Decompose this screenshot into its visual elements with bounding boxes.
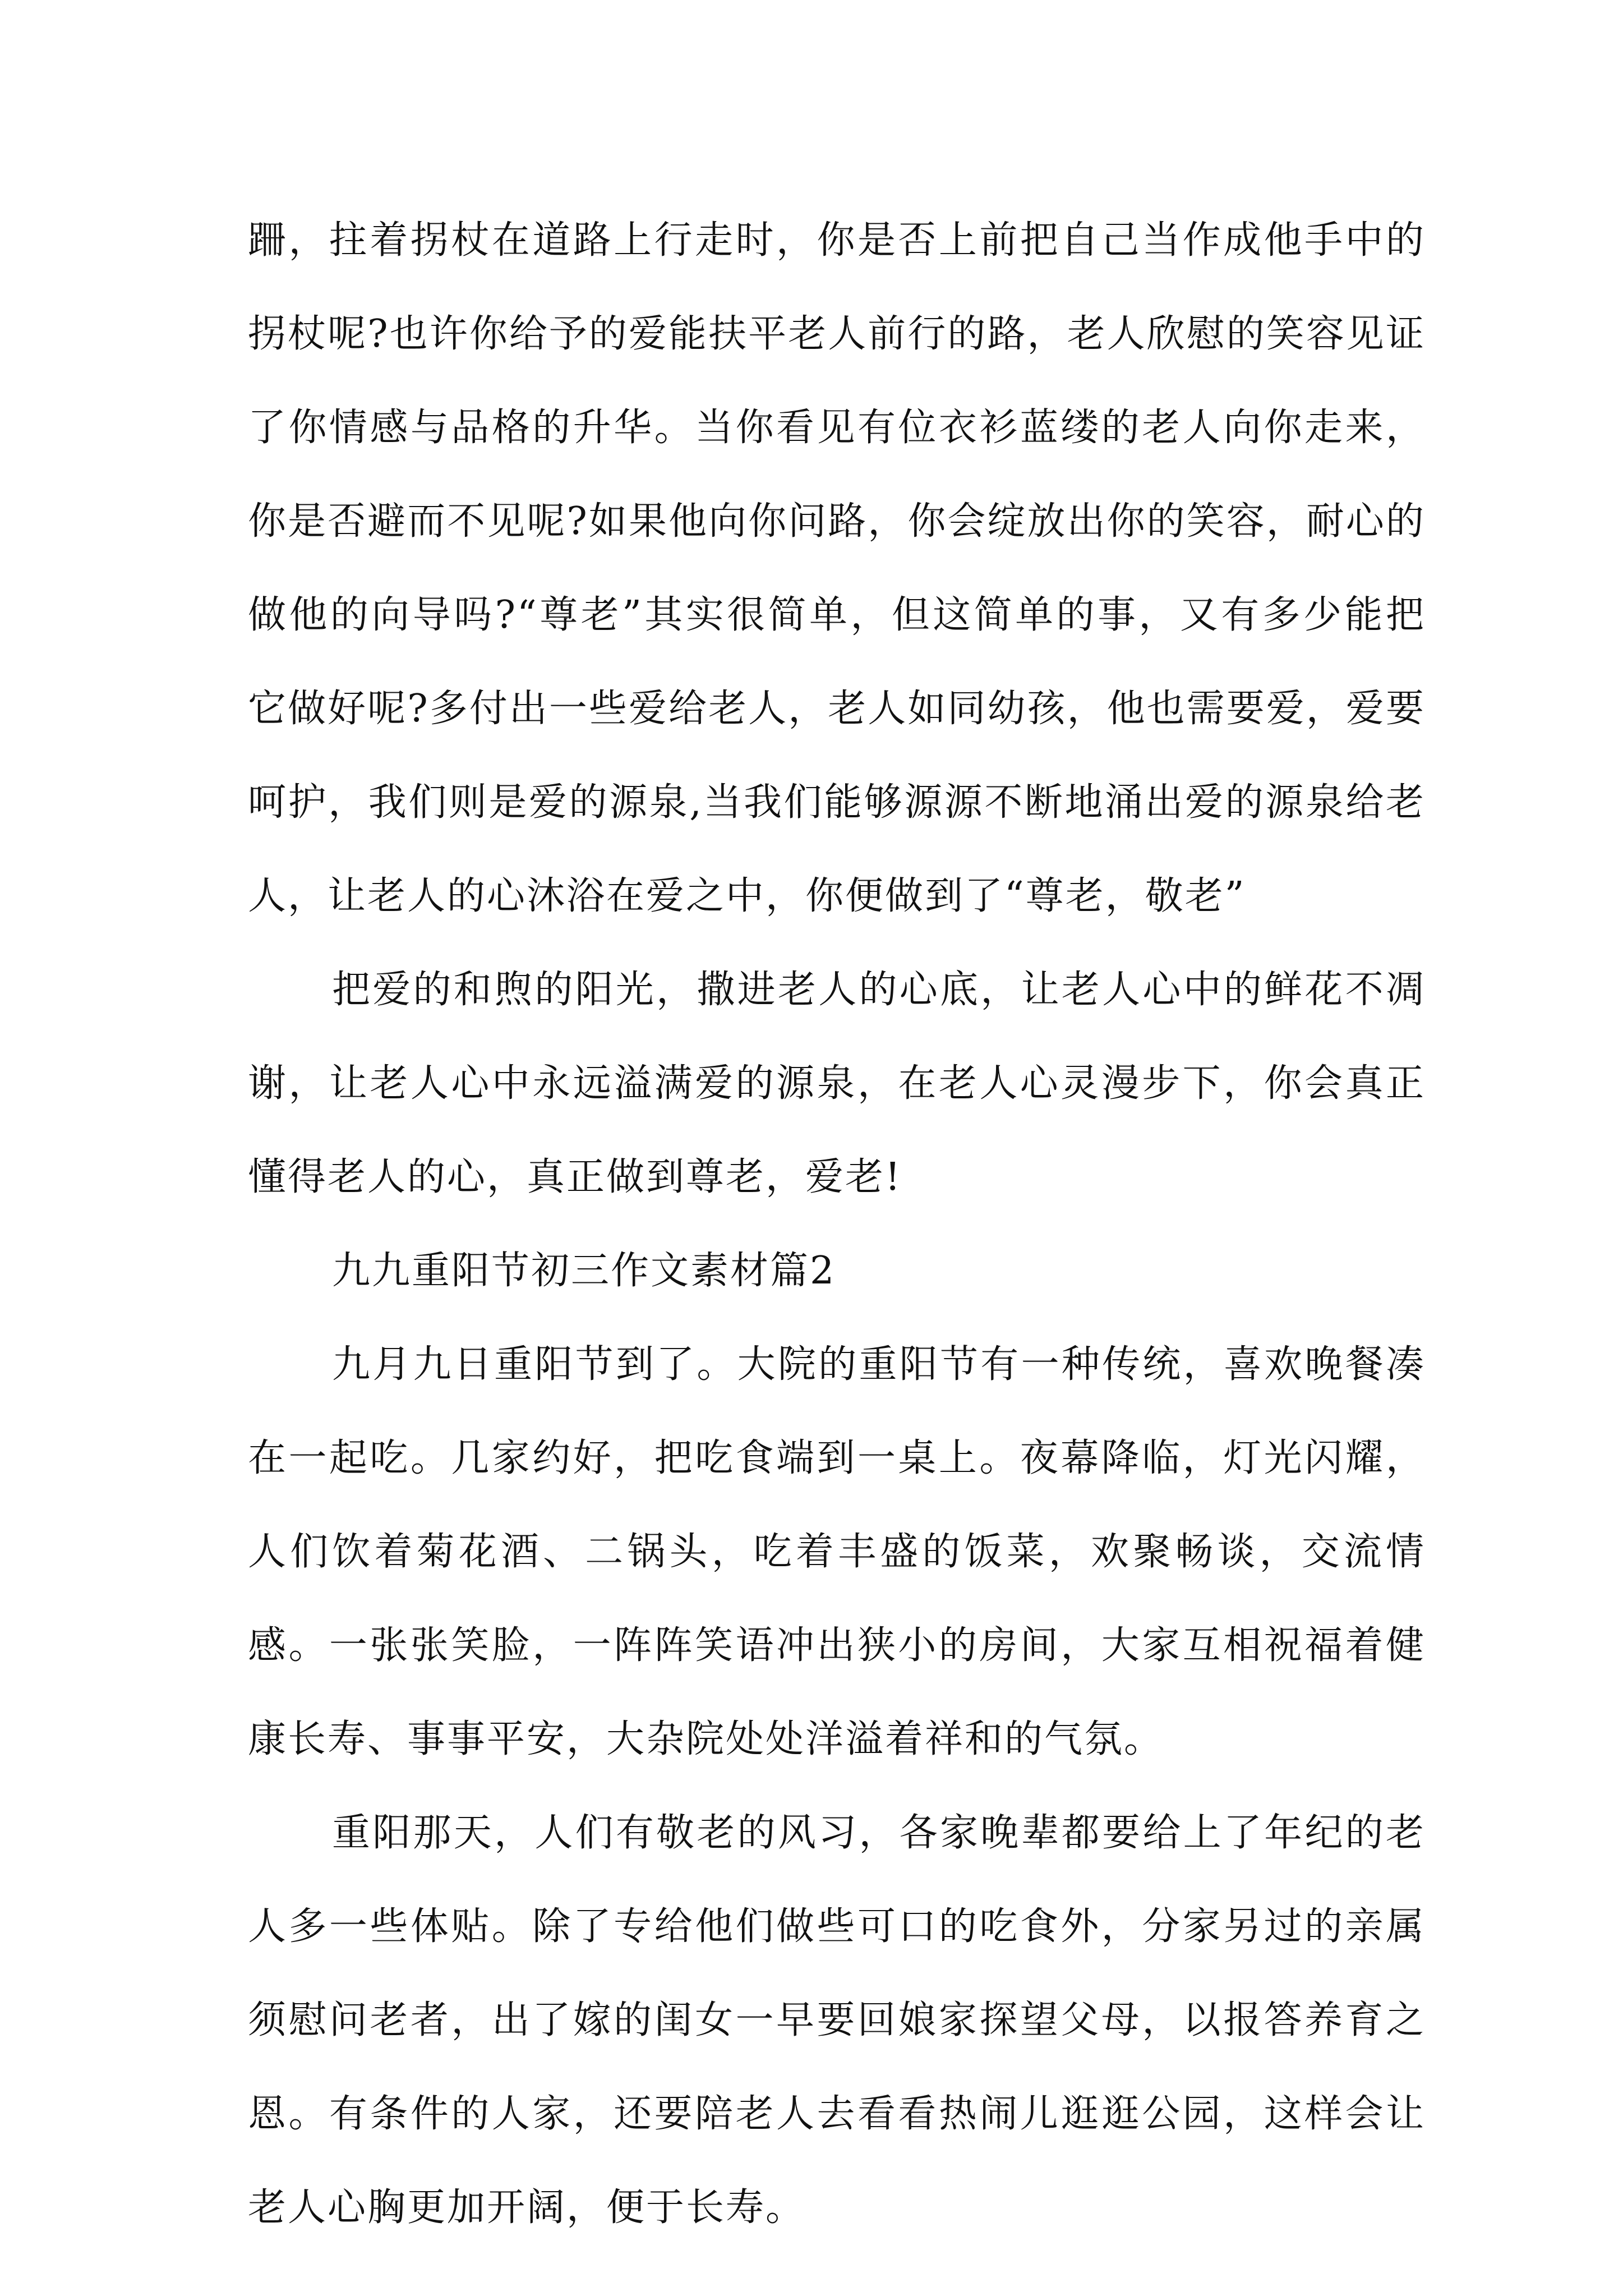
paragraph-continuation: 跚，拄着拐杖在道路上行走时，你是否上前把自己当作成他手中的拐杖呢?也许你给予的爱能扶平老人前行的路，老人欣慰的笑容见证了你情感与品格的升华。当你看见有位衣衫蓝缕的老人向你走来，你是否避而不见呢?如果他向你问路，你会绽放出你的笑容，耐心的做他的向导吗?“尊老”其实很简单，但这简单的事，又有多少能把它做好呢?多付出一些爱给老人，老人如同幼孩，他也需要爱，爱要呵护，我们则是爱的源泉,当我们能够源源不断地涌出爱的源泉给老人，让老人的心沐浴在爱之中，你便做到了“尊老，敬老”: [248, 218, 1426, 918]
paragraph: 把爱的和煦的阳光，撒进老人的心底，让老人心中的鲜花不凋谢，让老人心中永远溢满爱的源泉，在老人心灵漫步下，你会真正懂得老人的心，真正做到尊老，爱老!: [248, 968, 1426, 1199]
section-heading: 九九重阳节初三作文素材篇2: [332, 1249, 836, 1293]
paragraph: 九月九日重阳节到了。大院的重阳节有一种传统，喜欢晚餐凑在一起吃。几家约好，把吃食端到一桌上。夜幕降临，灯光闪耀，人们饮着菊花酒、二锅头，吃着丰盛的饭菜，欢聚畅谈，交流情感。一张张笑脸，一阵阵笑语冲出狭小的房间，大家互相祝福着健康长寿、事事平安，大杂院处处洋溢着祥和的气氛。: [248, 1342, 1426, 1761]
paragraph: 重阳那天，人们有敬老的风习，各家晚辈都要给上了年纪的老人多一些体贴。除了专给他们做些可口的吃食外，分家另过的亲属须慰问老者，出了嫁的闺女一早要回娘家探望父母，以报答养育之恩。有条件的人家，还要陪老人去看看热闹儿逛逛公园，这样会让老人心胸更加开阔，便于长寿。: [248, 1811, 1426, 2230]
document-body: [248, 194, 1426, 2254]
